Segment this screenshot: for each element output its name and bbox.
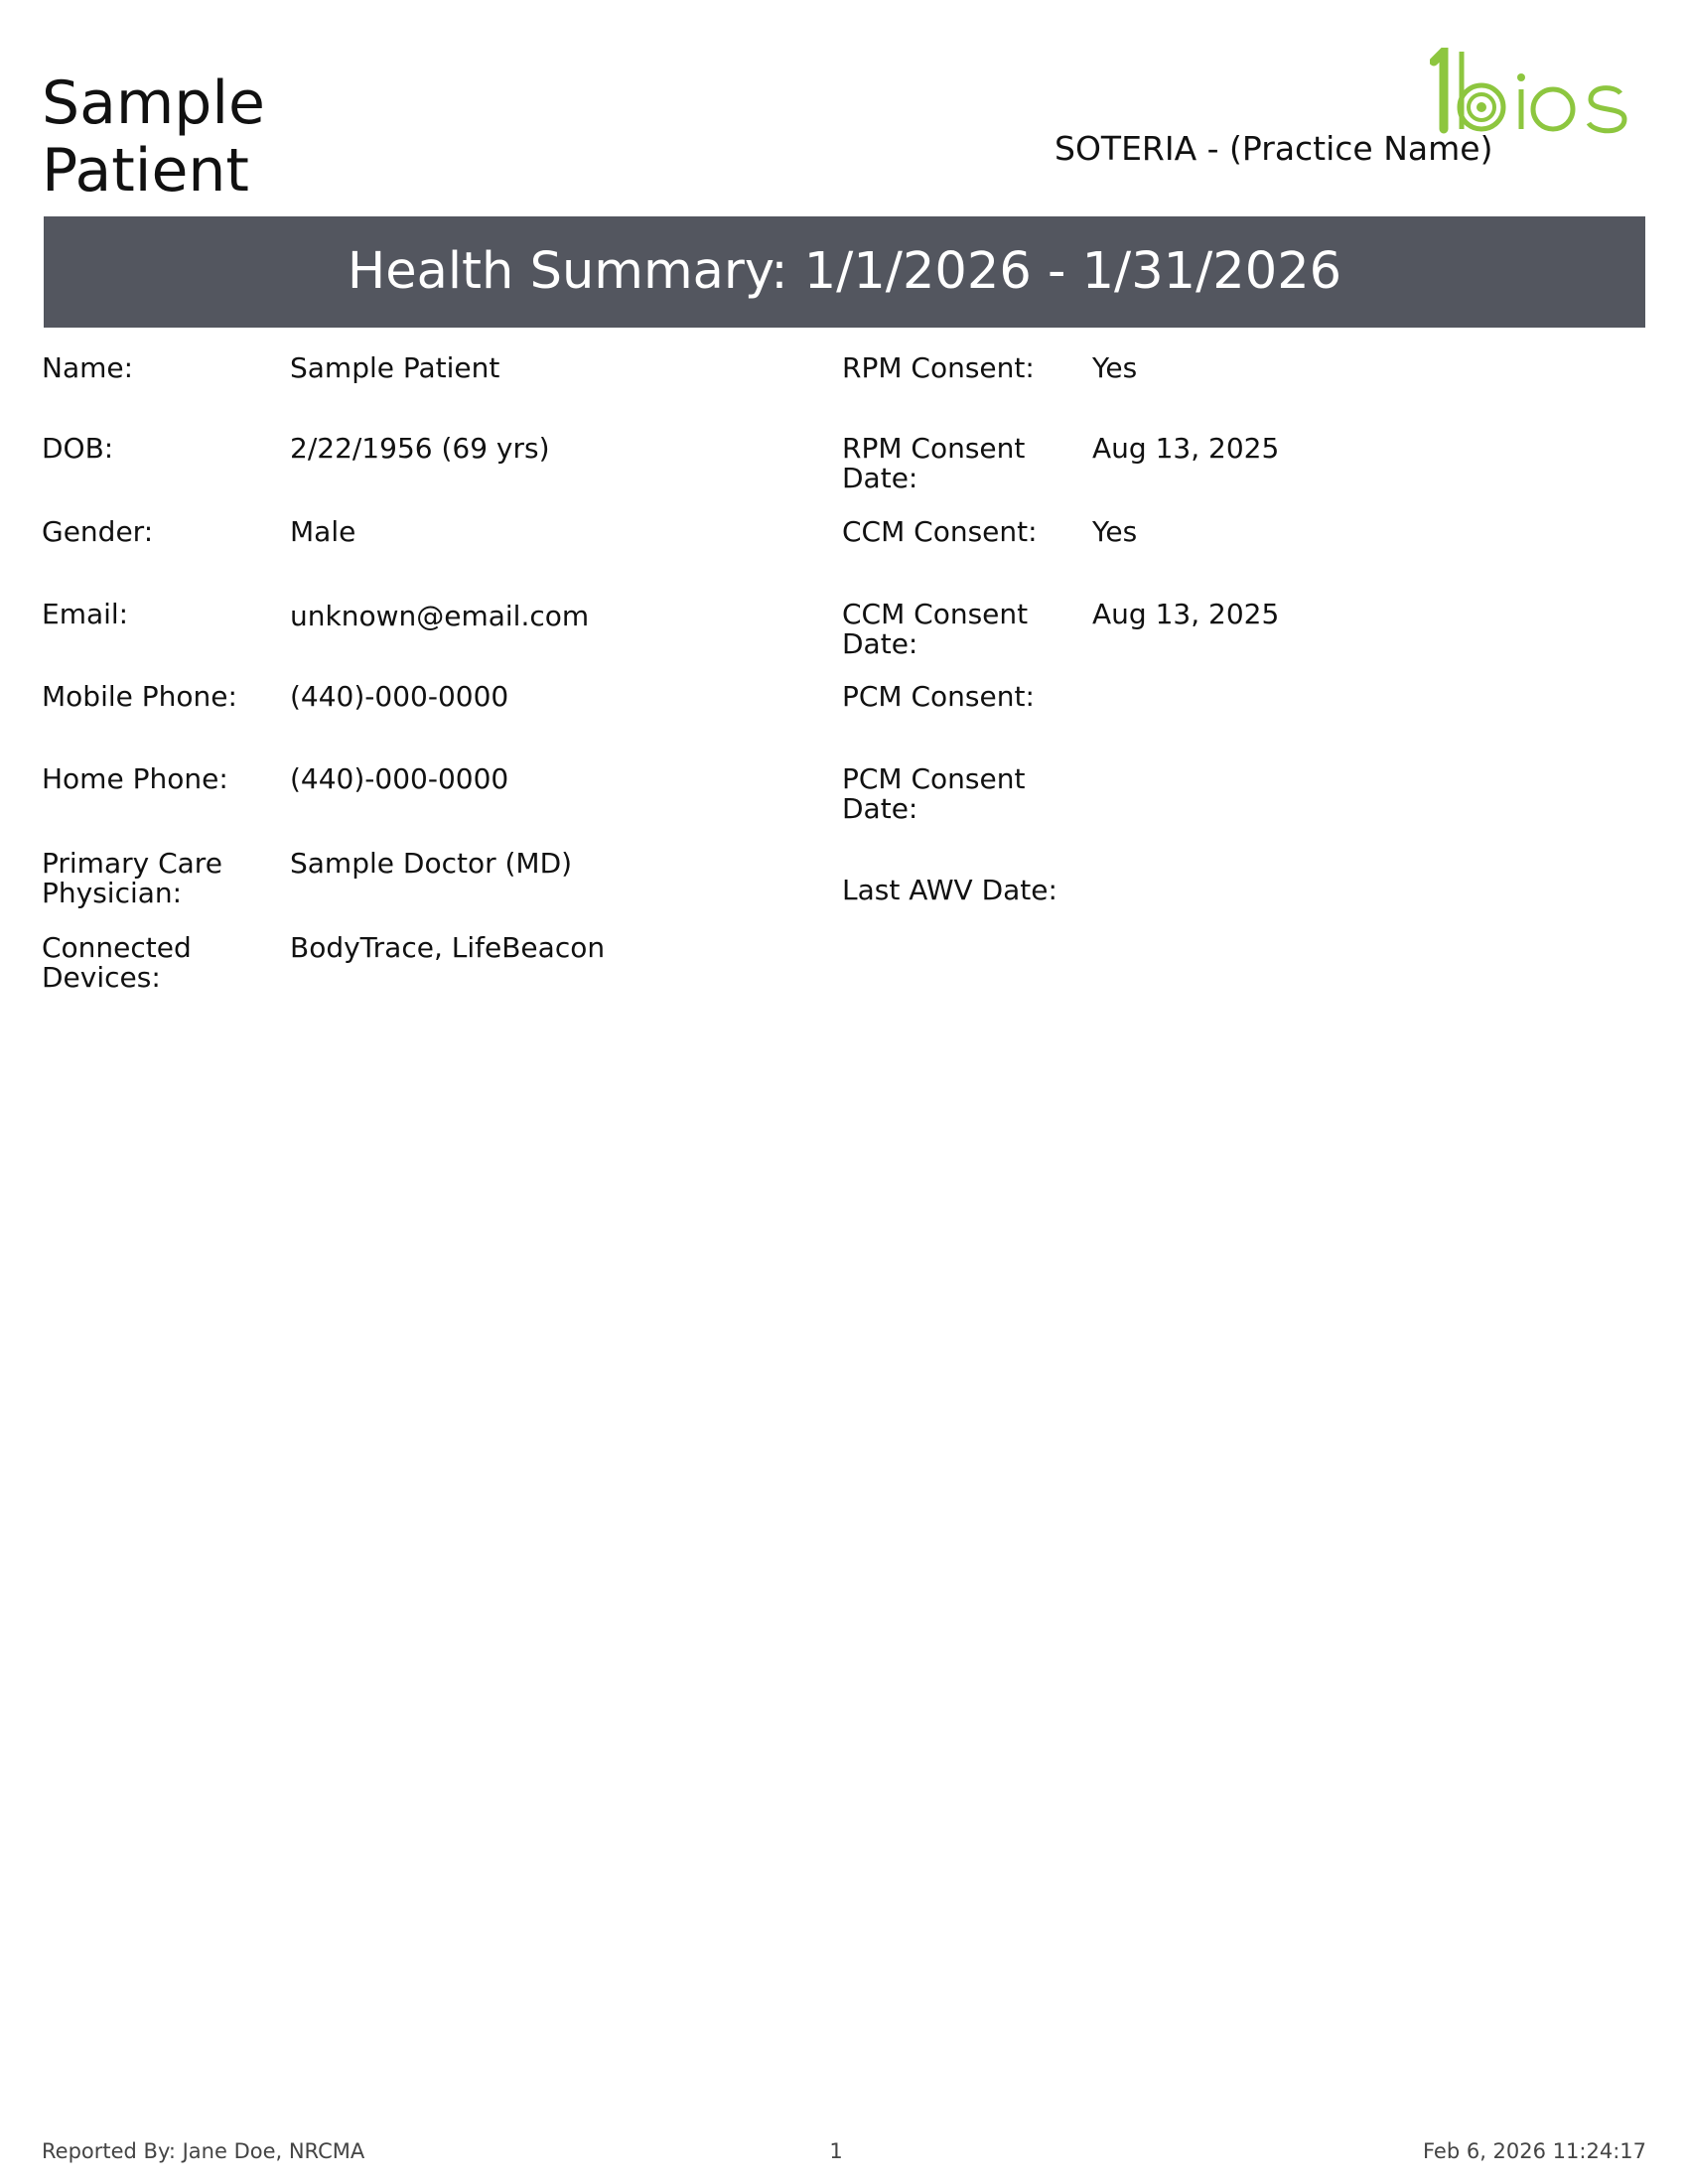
field-label-pcm-consent-date: PCM Consent Date: bbox=[842, 762, 1026, 825]
field-value-dob: 2/22/1956 (69 yrs) bbox=[290, 432, 550, 465]
patient-name-title: Sample Patient bbox=[42, 68, 265, 205]
field-value-primary-care-physician: Sample Doctor (MD) bbox=[290, 847, 573, 880]
field-value-home-phone: (440)-000-0000 bbox=[290, 762, 509, 795]
banner-title: Health Summary: 1/1/2026 - 1/31/2026 bbox=[347, 242, 1342, 301]
field-value-gender: Male bbox=[290, 515, 356, 548]
field-value-rpm-consent-date: Aug 13, 2025 bbox=[1092, 432, 1280, 465]
health-summary-banner bbox=[44, 216, 1645, 328]
field-value-rpm-consent: Yes bbox=[1092, 351, 1138, 384]
field-label-last-awv-date: Last AWV Date: bbox=[842, 874, 1057, 906]
field-label-gender: Gender: bbox=[42, 515, 154, 548]
field-label-connected-devices: Connected Devices: bbox=[42, 931, 192, 994]
practice-name: SOTERIA - (Practice Name) bbox=[1055, 129, 1493, 168]
footer-page-number: 1 bbox=[829, 2139, 843, 2163]
field-label-ccm-consent: CCM Consent: bbox=[842, 515, 1038, 548]
field-label-mobile-phone: Mobile Phone: bbox=[42, 680, 237, 713]
field-value-email: unknown@email.com bbox=[290, 600, 590, 632]
field-value-ccm-consent-date: Aug 13, 2025 bbox=[1092, 598, 1280, 630]
field-label-name: Name: bbox=[42, 351, 134, 384]
field-label-pcm-consent: PCM Consent: bbox=[842, 680, 1035, 713]
footer-reported-by: Reported By: Jane Doe, NRCMA bbox=[42, 2139, 365, 2163]
field-label-primary-care-physician: Primary Care Physician: bbox=[42, 847, 222, 909]
field-value-name: Sample Patient bbox=[290, 351, 500, 384]
brand-logo bbox=[1430, 48, 1638, 137]
field-label-email: Email: bbox=[42, 598, 129, 630]
field-label-rpm-consent: RPM Consent: bbox=[842, 351, 1035, 384]
footer-timestamp: Feb 6, 2026 11:24:17 bbox=[1422, 2139, 1646, 2163]
logo-mark-icon bbox=[1434, 52, 1624, 131]
field-value-connected-devices: BodyTrace, LifeBeacon bbox=[290, 931, 606, 964]
field-label-rpm-consent-date: RPM Consent Date: bbox=[842, 432, 1026, 494]
field-label-ccm-consent-date: CCM Consent Date: bbox=[842, 598, 1029, 660]
field-label-dob: DOB: bbox=[42, 432, 114, 465]
field-value-ccm-consent: Yes bbox=[1092, 515, 1138, 548]
field-label-home-phone: Home Phone: bbox=[42, 762, 228, 795]
field-value-mobile-phone: (440)-000-0000 bbox=[290, 680, 509, 713]
